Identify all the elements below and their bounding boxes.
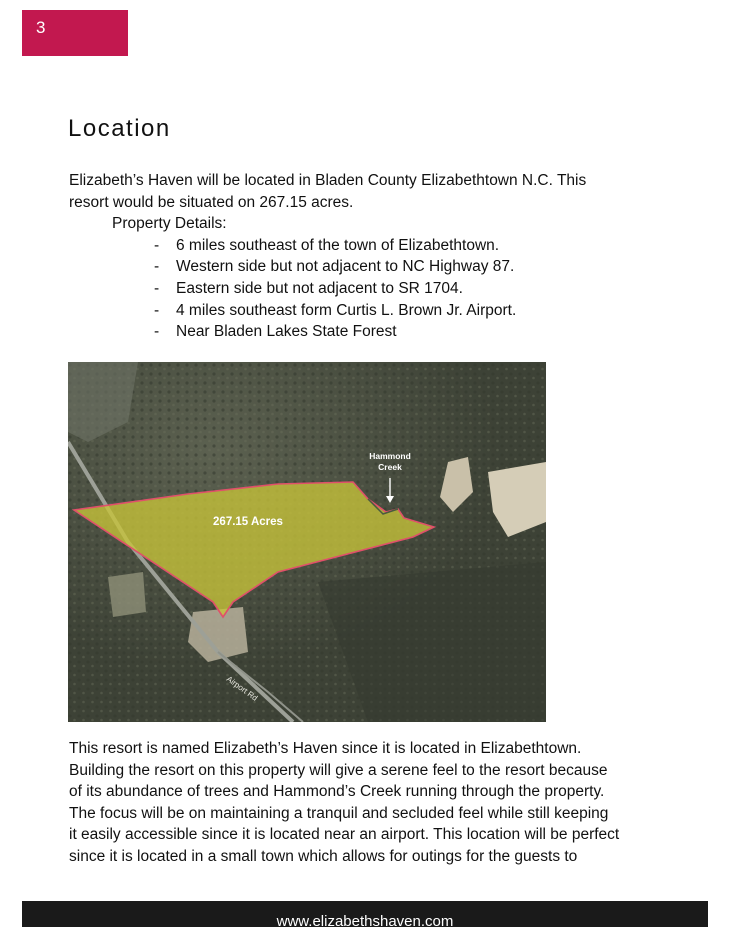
aerial-map-svg [68,362,546,722]
list-item-text: Eastern side but not adjacent to SR 1704. [176,279,463,297]
section-title: Location [68,115,171,142]
property-details-label: Property Details: [112,215,227,232]
footer-url[interactable]: www.elizabethshaven.com [276,913,454,927]
page-number: 3 [36,18,46,37]
intro-paragraph [69,170,669,213]
list-item [150,235,516,257]
dash-bullet: - [154,301,160,319]
intro-line: resort would be situated on 267.15 acres. [69,193,354,211]
road-label: Airport Rd [224,674,260,703]
dash-bullet: - [154,258,160,276]
body-line: The focus will be on maintaining a tranquil and secluded feel while still keeping [69,804,609,822]
body-line: since it is located in a small town which allows for outings for the guests to [69,847,578,865]
cleared-land-patch [108,572,146,617]
creek-label-line1: Hammond [369,451,411,461]
list-item [150,278,516,300]
parcel-area-label: 267.15 Acres [213,516,283,528]
property-details-list [150,235,516,344]
list-item-text: 6 miles southeast of the town of Elizabethtown. [176,236,500,254]
aerial-map [68,362,546,722]
dash-bullet: - [154,236,160,254]
list-item [150,300,516,322]
list-item [150,321,516,343]
body-line: of its abundance of trees and Hammond’s Creek running through the property. [69,783,605,801]
list-item-text: Western side but not adjacent to NC Highway 87. [176,258,515,276]
dash-bullet: - [154,323,160,341]
body-line: Building the resort on this property will give a serene feel to the resort because [69,761,608,779]
list-item [150,256,516,278]
footer-bar [22,901,708,927]
intro-line: Elizabeth’s Haven will be located in Bladen County Elizabethtown N.C. This [69,172,587,189]
creek-label-line2: Creek [378,462,402,472]
dash-bullet: - [154,279,160,297]
body-line: This resort is named Elizabeth’s Haven since it is located in Elizabethtown. [69,740,582,757]
list-item-text: Near Bladen Lakes State Forest [176,323,397,341]
body-paragraph [69,738,669,868]
body-line: it easily accessible since it is located near an airport. This location will be perfect [69,826,620,844]
list-item-text: 4 miles southeast form Curtis L. Brown Jr. Airport. [176,301,517,319]
